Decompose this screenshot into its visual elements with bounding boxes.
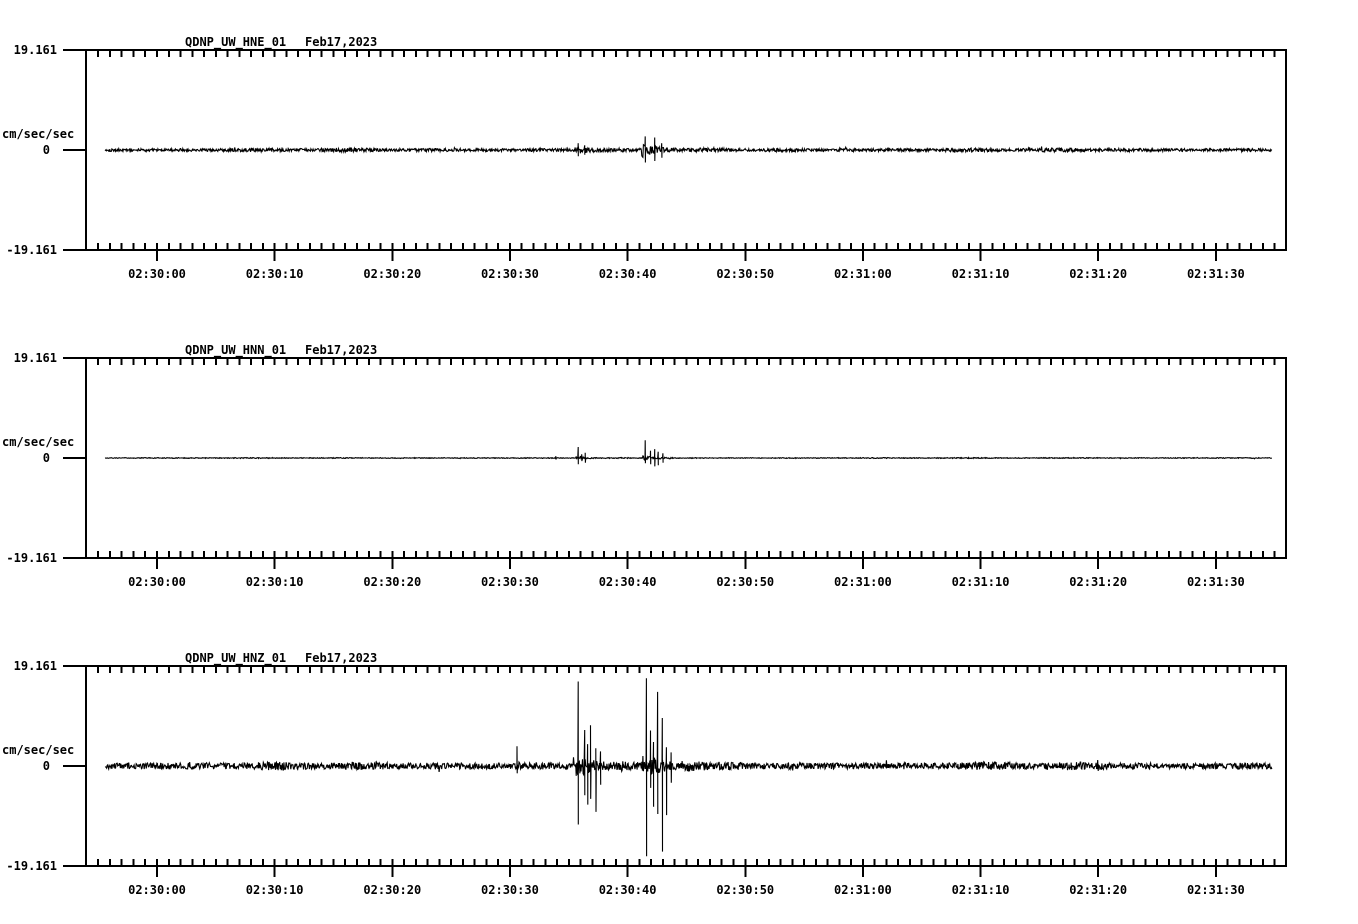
time-tick-label: 02:30:00 xyxy=(128,267,186,281)
y-axis-units-label: cm/sec/sec xyxy=(2,435,75,449)
time-tick-label: 02:30:40 xyxy=(598,575,657,589)
time-tick-label: 02:30:40 xyxy=(598,267,657,281)
time-tick-label: 02:30:10 xyxy=(245,575,304,589)
time-tick-label: 02:30:50 xyxy=(716,575,775,589)
panel-title: QDNP_UW_HNE_01 xyxy=(185,35,287,49)
time-tick-label: 02:30:40 xyxy=(598,883,657,897)
time-tick-label: 02:30:00 xyxy=(128,575,186,589)
y-axis-zero-label: 0 xyxy=(42,759,50,773)
time-tick-label: 02:31:00 xyxy=(833,575,892,589)
y-axis-min-label: -19.161 xyxy=(6,551,57,565)
panel-title: QDNP_UW_HNZ_01 xyxy=(185,651,287,665)
y-axis-max-label: 19.161 xyxy=(13,351,57,365)
axis-ticks xyxy=(63,50,1275,261)
time-tick-label: 02:30:30 xyxy=(481,267,539,281)
y-axis-max-label: 19.161 xyxy=(13,43,57,57)
time-tick-label: 02:30:50 xyxy=(716,267,775,281)
time-tick-label: 02:30:50 xyxy=(716,883,775,897)
y-axis-max-label: 19.161 xyxy=(13,659,57,673)
time-tick-label: 02:30:20 xyxy=(363,575,422,589)
time-tick-label: 02:31:10 xyxy=(951,267,1010,281)
y-axis-zero-label: 0 xyxy=(42,451,50,465)
y-axis-units-label: cm/sec/sec xyxy=(2,127,75,141)
y-axis-zero-label: 0 xyxy=(42,143,50,157)
panel-title: QDNP_UW_HNN_01 xyxy=(185,343,287,357)
time-tick-label: 02:31:20 xyxy=(1069,267,1128,281)
time-tick-label: 02:30:30 xyxy=(481,575,539,589)
time-tick-label: 02:30:20 xyxy=(363,883,422,897)
time-tick-label: 02:30:30 xyxy=(481,883,539,897)
waveform-trace-hnn xyxy=(105,440,1272,466)
time-tick-label: 02:31:20 xyxy=(1069,883,1128,897)
y-axis-min-label: -19.161 xyxy=(6,859,57,873)
y-axis-units-label: cm/sec/sec xyxy=(2,743,75,757)
time-tick-label: 02:31:20 xyxy=(1069,575,1128,589)
time-tick-label: 02:31:10 xyxy=(951,883,1010,897)
panel-date: Feb17,2023 xyxy=(305,343,378,357)
time-tick-label: 02:30:10 xyxy=(245,883,304,897)
y-axis-min-label: -19.161 xyxy=(6,243,57,257)
time-tick-label: 02:30:10 xyxy=(245,267,304,281)
panel-date: Feb17,2023 xyxy=(305,651,378,665)
time-tick-label: 02:30:20 xyxy=(363,267,422,281)
time-tick-label: 02:31:10 xyxy=(951,575,1010,589)
time-tick-label: 02:31:30 xyxy=(1186,883,1245,897)
time-tick-label: 02:30:00 xyxy=(128,883,186,897)
time-tick-label: 02:31:00 xyxy=(833,883,892,897)
axis-ticks xyxy=(63,666,1275,877)
time-tick-label: 02:31:30 xyxy=(1186,575,1245,589)
panel-date: Feb17,2023 xyxy=(305,35,378,49)
axis-ticks xyxy=(63,358,1275,569)
time-tick-label: 02:31:00 xyxy=(833,267,892,281)
waveform-trace-hnz xyxy=(105,678,1272,856)
waveform-trace-hne xyxy=(105,136,1272,162)
time-tick-label: 02:31:30 xyxy=(1186,267,1245,281)
